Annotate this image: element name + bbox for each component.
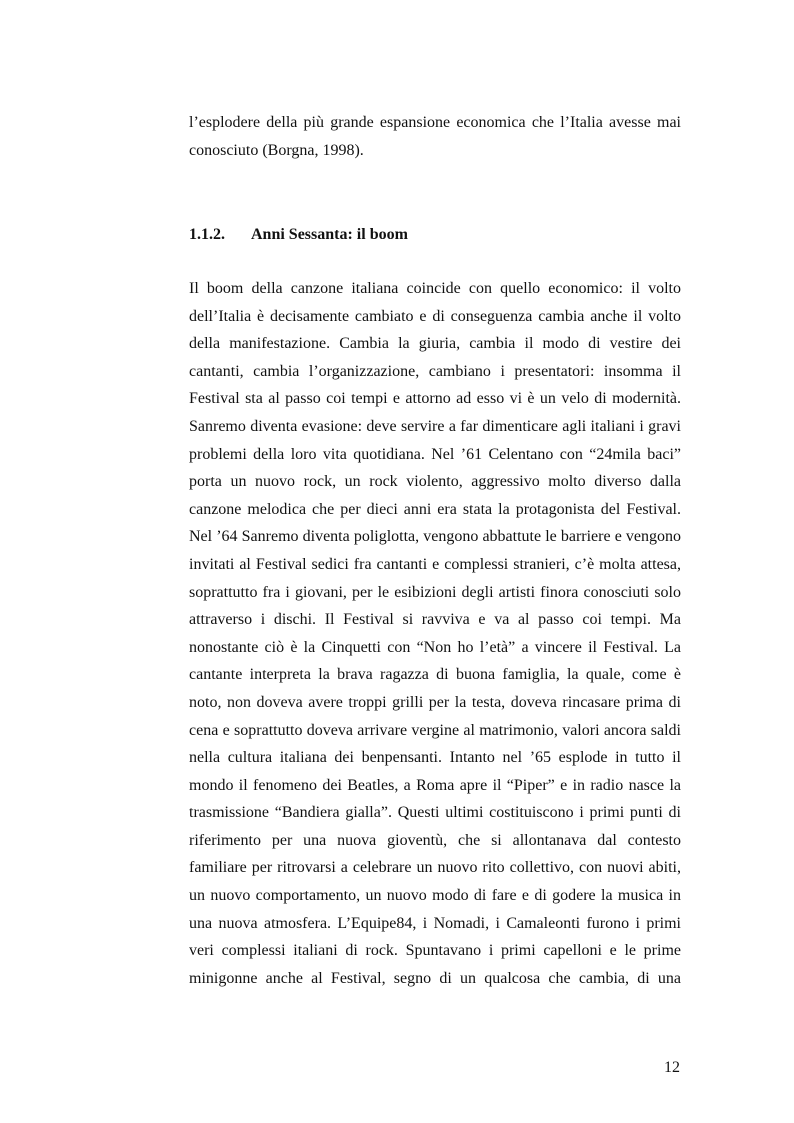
- paragraph-line: cantanti, cambia l’organizzazione, cambiano i presentatori: insomma il: [189, 362, 681, 380]
- paragraph-line: soprattutto fra i giovani, per le esibizioni degli artisti finora conosciuti solo: [189, 583, 681, 601]
- paragraph-line: nella cultura italiana dei benpensanti. Intanto nel ’65 esplode in tutto il: [189, 749, 681, 767]
- page-number: 12: [664, 1059, 680, 1076]
- paragraph-line: dell’Italia è decisamente cambiato e di conseguenza cambia anche il volto: [189, 307, 681, 325]
- paragraph-line: canzone melodica che per dieci anni era stata la protagonista del Festival.: [189, 500, 681, 518]
- paragraph-line: noto, non doveva avere troppi grilli per la testa, doveva rincasare prima di: [189, 693, 681, 711]
- paragraph-line: veri complessi italiani di rock. Spuntavano i primi capelloni e le prime: [189, 942, 681, 960]
- section-heading: [189, 224, 408, 246]
- paragraph-line: un nuovo comportamento, un nuovo modo di fare e di godere la musica in: [189, 887, 681, 905]
- paragraph-line: una nuova atmosfera. L’Equipe84, i Nomadi, i Camaleonti furono i primi: [189, 914, 681, 932]
- paragraph-line: familiare per ritrovarsi a celebrare un nuovo rito collettivo, con nuovi abiti,: [189, 859, 681, 877]
- paragraph-line: minigonne anche al Festival, segno di un qualcosa che cambia, di una: [189, 969, 681, 987]
- paragraph-line: Festival sta al passo coi tempi e attorno ad esso vi è un velo di modernità.: [189, 390, 681, 408]
- paragraph-line: porta un nuovo rock, un rock violento, aggressivo molto diverso dalla: [189, 473, 681, 491]
- section-title: Anni Sessanta: il boom: [251, 226, 408, 243]
- paragraph-line: l’esplodere della più grande espansione economica che l’Italia avesse mai: [189, 114, 681, 131]
- body-paragraph: [189, 275, 681, 992]
- paragraph-line: Il boom della canzone italiana coincide con quello economico: il volto: [189, 280, 681, 297]
- paragraph-line: attraverso i dischi. Il Festival si ravviva e va al passo coi tempi. Ma: [189, 611, 681, 629]
- paragraph-line: invitati al Festival sedici fra cantanti e complessi stranieri, c’è molta attesa,: [189, 555, 681, 573]
- paragraph-line: Nel ’64 Sanremo diventa poliglotta, vengono abbattute le barriere e vengono: [189, 528, 681, 546]
- paragraph-line: conosciuto (Borgna, 1998).: [189, 141, 364, 159]
- paragraph-line: Sanremo diventa evasione: deve servire a far dimenticare agli italiani i gravi: [189, 417, 681, 435]
- paragraph-line: trasmissione “Bandiera gialla”. Questi ultimi costituiscono i primi punti di: [189, 804, 681, 822]
- paragraph-line: cantante interpreta la brava ragazza di buona famiglia, la quale, come è: [189, 666, 681, 684]
- paragraph-line: della manifestazione. Cambia la giuria, cambia il modo di vestire dei: [189, 335, 681, 353]
- paragraph-line: riferimento per una nuova gioventù, che si allontanava dal contesto: [189, 831, 681, 849]
- section-number: 1.1.2.: [189, 226, 225, 243]
- intro-paragraph: [189, 109, 681, 164]
- paragraph-line: mondo il fenomeno dei Beatles, a Roma apre il “Piper” e in radio nasce la: [189, 776, 681, 794]
- paragraph-line: problemi della loro vita quotidiana. Nel ’61 Celentano con “24mila baci”: [189, 445, 681, 463]
- paragraph-line: nonostante ciò è la Cinquetti con “Non ho l’età” a vincere il Festival. La: [189, 638, 681, 656]
- paragraph-line: cena e soprattutto doveva arrivare vergine al matrimonio, valori ancora saldi: [189, 721, 681, 739]
